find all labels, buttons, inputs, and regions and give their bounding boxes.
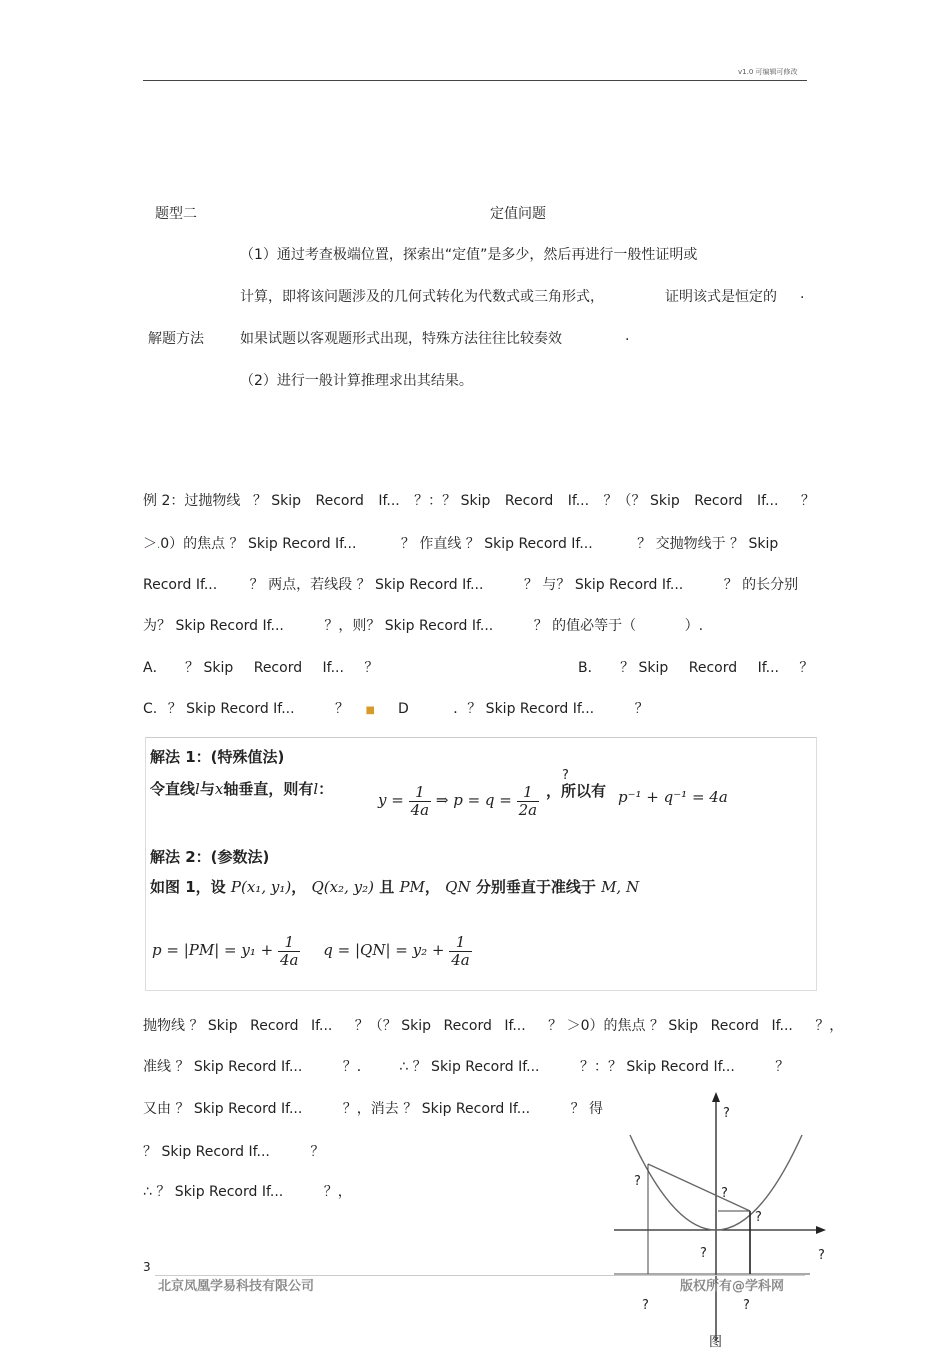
figure-label: ? — [642, 1298, 649, 1313]
example-text: 例 2：过抛物线 — [143, 493, 241, 509]
var-l: l — [195, 780, 200, 798]
focal-chord — [648, 1164, 750, 1211]
eq-part: ⇒ p = q = — [435, 791, 512, 809]
method-label: 解题方法 — [148, 331, 204, 347]
text: ？． — [342, 1059, 371, 1075]
continuation-line-3 — [143, 1098, 603, 1118]
skip-record: ？ — [634, 701, 649, 717]
text: 分别垂直于准线于 — [475, 878, 596, 896]
x-axis-arrow — [816, 1226, 826, 1234]
method-line-4: （2）进行一般计算推理求出其结果。 — [240, 373, 473, 389]
continuation-line-4 — [143, 1141, 324, 1161]
eq-part: q = |QN| = y₂ + — [323, 941, 445, 959]
example-text: ？ 两点，若线段 ？ Skip Record If... — [249, 577, 484, 593]
example-line-1 — [143, 490, 815, 510]
figure-label: ? — [723, 1106, 730, 1121]
text: 令直线 — [150, 780, 196, 798]
skip-record: ？ Skip — [620, 660, 669, 676]
example-text: ）. — [684, 618, 704, 634]
solution-1-so: ，所以有 — [546, 782, 607, 800]
gt-sign: ＞ — [143, 536, 157, 552]
skip-record: Record — [688, 660, 738, 676]
continuation-line-2 — [143, 1056, 789, 1076]
numerator: 1 — [409, 784, 432, 802]
skip-record: Record — [253, 660, 303, 676]
example-text: Record If... — [143, 577, 218, 593]
example-text: ？ 的长分别 — [723, 577, 799, 593]
text: ？， — [815, 1018, 844, 1034]
text: ？ ＞0）的焦点 ？ Skip — [548, 1018, 699, 1034]
text: If... — [310, 1018, 333, 1034]
solution-2-equation — [152, 934, 472, 968]
text: Record — [710, 1018, 760, 1034]
text: ？ Skip Record If... — [143, 1144, 270, 1160]
option-a — [143, 657, 378, 677]
example-text: ？ 与？ Skip Record If... — [523, 577, 684, 593]
text: ？，消去 ？ Skip Record If... — [342, 1101, 531, 1117]
option-d — [398, 698, 649, 718]
solution-box — [145, 737, 817, 991]
section-title: 定值问题 — [490, 206, 546, 222]
eq-part: p = |PM| = y₁ + — [152, 941, 274, 959]
text: 准线 ？ Skip Record If... — [143, 1059, 303, 1075]
method-line-2b: 证明该式是恒定的 — [665, 289, 777, 305]
text: ？ — [775, 1059, 790, 1075]
fraction — [278, 934, 301, 968]
eq-part: y = — [378, 791, 404, 809]
method-line-1: （1）通过考查极端位置，探索出“定值”是多少，然后再进行一般性证明或 — [240, 247, 698, 263]
skip-record: ？（？ Skip — [603, 493, 680, 509]
skip-record: ？ — [335, 701, 350, 717]
denominator: 4a — [410, 800, 430, 819]
example-text: ？ 的值必等于（ — [533, 618, 637, 634]
page-number: 3 — [143, 1260, 151, 1274]
skip-record: ？ — [799, 660, 814, 676]
text: 与 — [199, 780, 215, 798]
example-text: ？，则？ Skip Record If... — [324, 618, 494, 634]
text: ？ — [310, 1144, 325, 1160]
text: ∴ ？ Skip Record If... — [399, 1059, 540, 1075]
text: 如图 1，设 — [150, 878, 226, 896]
text: ？（？ Skip — [354, 1018, 432, 1034]
denominator: 4a — [451, 950, 470, 969]
header-rule — [143, 80, 807, 81]
option-b-label: B． — [578, 660, 602, 676]
figure-label: ? — [634, 1174, 641, 1189]
skip-record: If... — [757, 493, 779, 509]
solution-2-title: 解法 2：(参数法) — [150, 848, 270, 866]
numerator: 1 — [449, 934, 472, 952]
continuation-line-5 — [143, 1181, 352, 1201]
solution-1-result: p⁻¹ + q⁻¹ = 4a — [618, 788, 728, 806]
figure-label: ? — [755, 1210, 762, 1225]
option-a-label: A． — [143, 660, 167, 676]
skip-record: ？：？ Skip — [414, 493, 491, 509]
option-b — [578, 657, 813, 677]
green-mark: . — [157, 540, 161, 551]
example-text: 为？ Skip Record If... — [143, 618, 284, 634]
skip-record: ？ — [800, 493, 815, 509]
skip-record: If... — [378, 493, 400, 509]
text: 抛物线 ？ Skip — [143, 1018, 238, 1034]
text: 轴垂直，则有 — [223, 780, 314, 798]
skip-record: If... — [757, 660, 779, 676]
method-line-2c: . — [800, 286, 805, 302]
skip-record: Record — [694, 493, 743, 509]
method-line-3b: . — [625, 328, 630, 344]
example-line-4 — [143, 615, 703, 635]
numerator: 1 — [517, 784, 540, 802]
text: ？， — [323, 1184, 352, 1200]
points-mn: M, N — [601, 878, 640, 896]
skip-record: ？ Skip Record If... — [167, 701, 295, 717]
skip-record: ？ Skip — [185, 660, 234, 676]
solution-2-text: 如图 1，设 P(x₁, y₁)， Q(x₂, y₂) 且 PM， QN 分别垂直于准线于 M, N — [150, 878, 640, 896]
question-mark: ? — [562, 768, 569, 783]
figure-label: ? — [700, 1246, 707, 1261]
text: 又由 ？ Skip Record If... — [143, 1101, 303, 1117]
skip-record: Record — [315, 493, 364, 509]
method-line-2a: 计算，即将该问题涉及的几何式转化为代数式或三角形式， — [240, 289, 604, 305]
figure-label: ? — [743, 1298, 750, 1313]
text: Record — [250, 1018, 299, 1034]
text: If... — [504, 1018, 526, 1034]
y-axis-arrow — [712, 1092, 720, 1102]
example-text: ？ 交抛物线于 ？ Skip — [637, 536, 779, 552]
figure-label: ? — [818, 1248, 825, 1263]
segment-qn: QN — [445, 878, 471, 896]
option-c — [143, 698, 375, 718]
example-text: ？ 作直线 ？ Skip Record If... — [400, 536, 593, 552]
footer-right: 版权所有@学科网 — [680, 1279, 785, 1294]
denominator: 2a — [518, 800, 538, 819]
header-version: v1.0 可编辑可修改 — [738, 68, 798, 76]
var-x: x — [214, 780, 224, 798]
solution-1-text — [150, 778, 333, 799]
footer-left: 北京凤凰学易科技有限公司 — [158, 1279, 315, 1294]
figure-caption: 图 — [709, 1335, 723, 1350]
skip-record: ？ Skip — [252, 493, 302, 509]
option-c-label: C. — [143, 701, 158, 717]
solution-1-equation — [378, 784, 539, 818]
skip-record: Record — [504, 493, 554, 509]
fraction — [409, 784, 432, 818]
text: Record — [443, 1018, 492, 1034]
solution-1-title: 解法 1：(特殊值法) — [150, 748, 285, 766]
example-text: 0）的焦点 ？ Skip Record If... — [160, 536, 357, 552]
continuation-line-1 — [143, 1015, 843, 1035]
text: ？：？ Skip Record If... — [579, 1059, 735, 1075]
segment-pm: PM — [399, 878, 425, 896]
example-line-3 — [143, 574, 798, 594]
text: 且 — [379, 878, 395, 896]
fraction — [449, 934, 472, 968]
skip-record: ？ — [364, 660, 379, 676]
option-d-label: D — [398, 701, 409, 717]
point-q: Q(x₂, y₂) — [311, 878, 374, 896]
fraction — [517, 784, 540, 818]
method-line-3a: 如果试题以客观题形式出现，特殊方法往往比较奏效 — [240, 331, 562, 347]
text: ？ 得 — [570, 1101, 604, 1117]
var-l: l — [313, 780, 319, 798]
section-label: 题型二 — [155, 206, 197, 222]
skip-record: ．？ Skip Record If... — [453, 701, 595, 717]
text: If... — [771, 1018, 793, 1034]
denominator: 4a — [279, 950, 299, 969]
example-line-2 — [143, 533, 778, 553]
figure-label: ? — [721, 1186, 728, 1201]
point-p: P(x₁, y₁) — [230, 878, 292, 896]
skip-record: If... — [567, 493, 590, 509]
orange-mark: ■ — [365, 705, 375, 716]
text: ∴ ？ Skip Record If... — [143, 1184, 284, 1200]
skip-record: If... — [322, 660, 344, 676]
numerator: 1 — [278, 934, 301, 952]
text: ： — [318, 780, 334, 798]
